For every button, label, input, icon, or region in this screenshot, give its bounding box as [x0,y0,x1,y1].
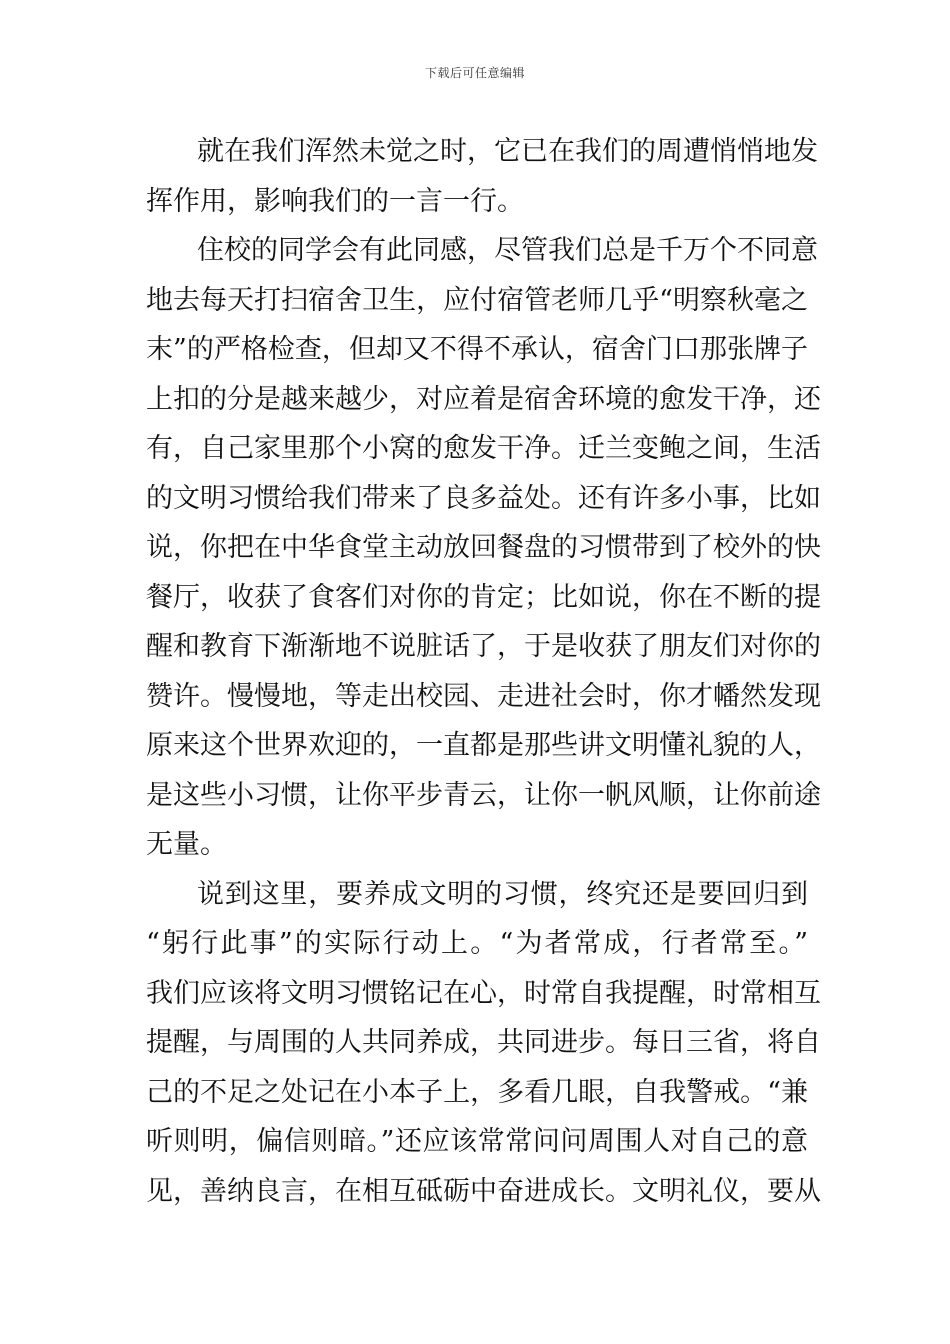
text-line: 见，善纳良言，在相互砥砺中奋进成长。文明礼仪，要从 [146,1175,821,1207]
text-line: 的文明习惯给我们带来了良多益处。还有许多小事，比如 [146,482,821,514]
text-line: 餐厅，收获了食客们对你的肯定；比如说，你在不断的提 [146,581,821,613]
text-line: 挥作用，影响我们的一言一行。 [146,185,524,217]
text-line: 说到这里，要养成文明的习惯，终究还是要回归到 [197,878,808,910]
text-line: 提醒，与周围的人共同养成，共同进步。每日三省，将自 [146,1027,821,1058]
text-line: 就在我们浑然未觉之时，它已在我们的周遭悄悄地发 [197,136,818,167]
text-line: 说，你把在中华食堂主动放回餐盘的习惯带到了校外的快 [146,532,821,563]
text-line: 赞许。慢慢地，等走出校园、走进社会时，你才幡然发现 [146,680,821,712]
text-line: 上扣的分是越来越少，对应着是宿舍环境的愈发干净，还 [146,383,821,415]
text-line: 无量。 [146,829,227,860]
text-line: “躬行此事”的实际行动上。“为者常成，行者常至。” [146,928,808,959]
page-header: 下载后可任意编辑 [424,66,525,80]
text-line: 地去每天打扫宿舍卫生，应付宿管老师几乎“明察秋毫之 [146,284,808,316]
text-line: 原来这个世界欢迎的，一直都是那些讲文明懂礼貌的人， [146,730,821,761]
document-body [146,127,821,1216]
text-line: 住校的同学会有此同感，尽管我们总是千万个不同意 [197,235,818,266]
text-line: 己的不足之处记在小本子上，多看几眼，自我警戒。“兼 [146,1076,808,1108]
text-line: 醒和教育下渐渐地不说脏话了，于是收获了朋友们对你的 [146,631,821,662]
text-line: 我们应该将文明习惯铭记在心，时常自我提醒，时常相互 [146,977,821,1009]
text-line: 有，自己家里那个小窝的愈发干净。迁兰变鲍之间，生活 [146,433,821,464]
text-line: 听则明，偏信则暗。”还应该常常问问周围人对自己的意 [146,1126,808,1157]
text-line: 末”的严格检查，但却又不得不承认，宿舍门口那张牌子 [146,334,808,365]
text-line: 是这些小习惯，让你平步青云，让你一帆风顺，让你前途 [146,779,821,811]
